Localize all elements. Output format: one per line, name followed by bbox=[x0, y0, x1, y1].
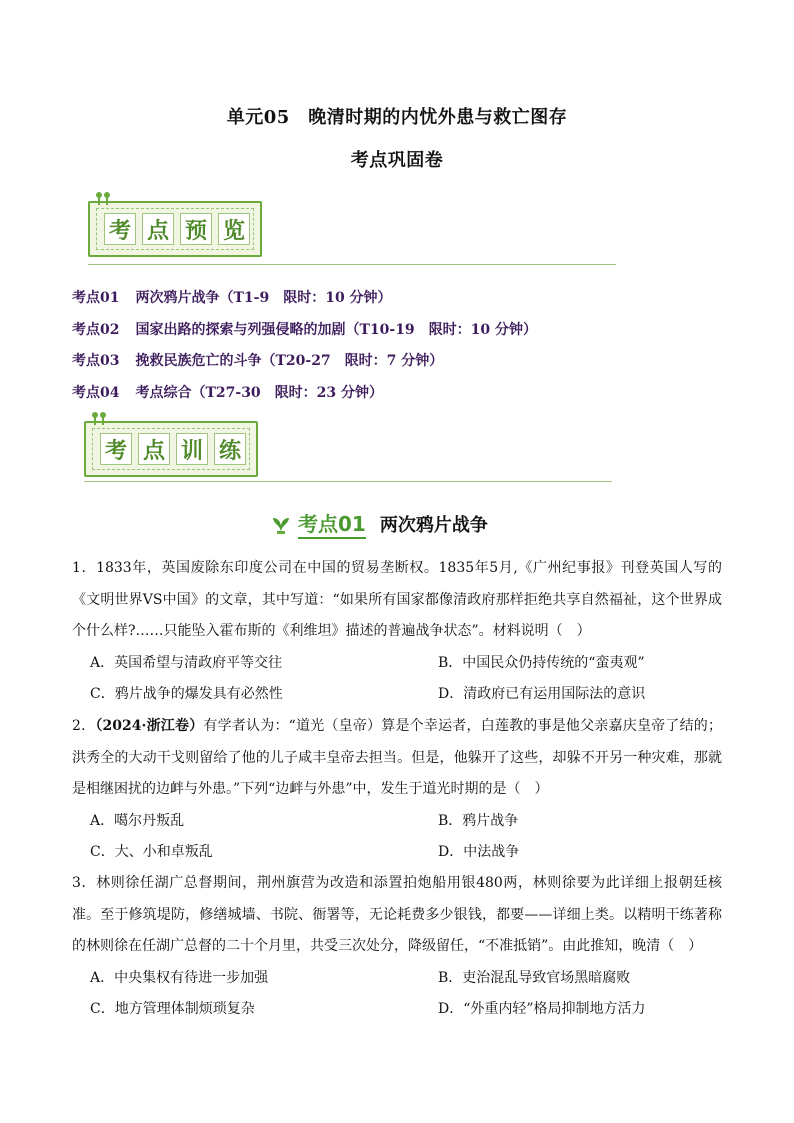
banner-char: 预 bbox=[180, 213, 212, 245]
kaodian-item: 考点02 国家出路的探索与列强侵略的加剧（T10-19 限时：10 分钟） bbox=[72, 321, 538, 338]
option-c: C．地方管理体制烦琐复杂 bbox=[90, 1001, 255, 1017]
option-b: B．鸦片战争 bbox=[438, 812, 519, 829]
question-source: （2024·浙江卷） bbox=[95, 718, 204, 734]
kaodian-item: 考点01 两次鸦片战争（T1-9 限时：10 分钟） bbox=[72, 290, 392, 306]
option-c: C．鸦片战争的爆发具有必然性 bbox=[90, 686, 283, 702]
option-c: C．大、小和卓叛乱 bbox=[90, 844, 213, 860]
question-2 bbox=[72, 711, 722, 869]
divider bbox=[88, 264, 616, 265]
banner-char: 览 bbox=[218, 213, 250, 245]
page-subtitle: 考点巩固卷 bbox=[350, 150, 444, 171]
page-title: 单元05 晚清时期的内忧外患与救亡图存 bbox=[226, 107, 568, 128]
leaf-icon bbox=[270, 513, 292, 535]
question-3 bbox=[72, 868, 722, 1026]
banner-char: 考 bbox=[100, 433, 132, 465]
option-d: D．“外重内轻”格局抑制地方活力 bbox=[438, 1001, 646, 1017]
section-badge: 考点01 bbox=[298, 508, 366, 539]
kaodian-item: 考点03 挽救民族危亡的斗争（T20-27 限时：7 分钟） bbox=[72, 353, 444, 369]
question-1 bbox=[72, 553, 722, 711]
banner-char: 练 bbox=[214, 433, 246, 465]
question-stem: 3．林则徐任湖广总督期间，荆州旗营为改造和添置拍炮船用银480两，林则徐要为此详细上报朝廷核准。至于修筑堤防，修缮城墙、书院、衙署等，无论耗费多少银钱，都要——详细上类。以精明干练著称的林则徐在任湖广总督的二十个月里，共受三次处分，降级留任，“不准抵销”。由此推知，晚清（ ） bbox=[72, 875, 722, 954]
option-a: A．噶尔丹叛乱 bbox=[90, 812, 185, 829]
question-stem: 1．1833年，英国废除东印度公司在中国的贸易垄断权。1835年5月,《广州纪事报》刊登英国人写的《文明世界VS中国》的文章，其中写道：“如果所有国家都像清政府那样拒绝共享自然福祉，这个世界成个什么样?……只能坠入霍布斯的《利维坦》描述的普遍战争状态”。材料说明（ ） bbox=[72, 560, 722, 639]
sprout-icon bbox=[90, 411, 108, 425]
banner-char: 点 bbox=[138, 433, 170, 465]
banner-char: 训 bbox=[176, 433, 208, 465]
banner-char: 考 bbox=[104, 213, 136, 245]
section-heading bbox=[270, 508, 488, 539]
option-d: D．清政府已有运用国际法的意识 bbox=[438, 686, 646, 702]
question-stem: 2．（2024·浙江卷）有学者认为：“道光（皇帝）算是个幸运者，白莲教的事是他父亲嘉庆皇帝了结的；洪秀全的大动干戈则留给了他的儿子咸丰皇帝去担当。但是，他躲开了这些，却躲不开另一种灾难，那就是相继困扰的边衅与外患。”下列“边衅与外患”中，发生于道光时期的是（ ） bbox=[72, 718, 722, 797]
option-d: D．中法战争 bbox=[438, 844, 520, 860]
banner-char: 点 bbox=[142, 213, 174, 245]
kaodian-list bbox=[72, 287, 537, 413]
option-a: A．中央集权有待进一步加强 bbox=[90, 969, 269, 986]
option-a: A．英国希望与清政府平等交往 bbox=[90, 654, 283, 671]
divider bbox=[84, 481, 612, 482]
section-title: 两次鸦片战争 bbox=[379, 514, 488, 536]
kaodian-item: 考点04 考点综合（T27-30 限时：23 分钟） bbox=[72, 384, 384, 401]
banner-kaodian-training bbox=[84, 421, 258, 477]
banner-kaodian-preview bbox=[88, 201, 262, 257]
option-b: B．中国民众仍持传统的“蛮夷观” bbox=[438, 654, 645, 671]
sprout-icon bbox=[94, 191, 112, 205]
option-b: B．吏治混乱导致官场黑暗腐败 bbox=[438, 969, 631, 986]
